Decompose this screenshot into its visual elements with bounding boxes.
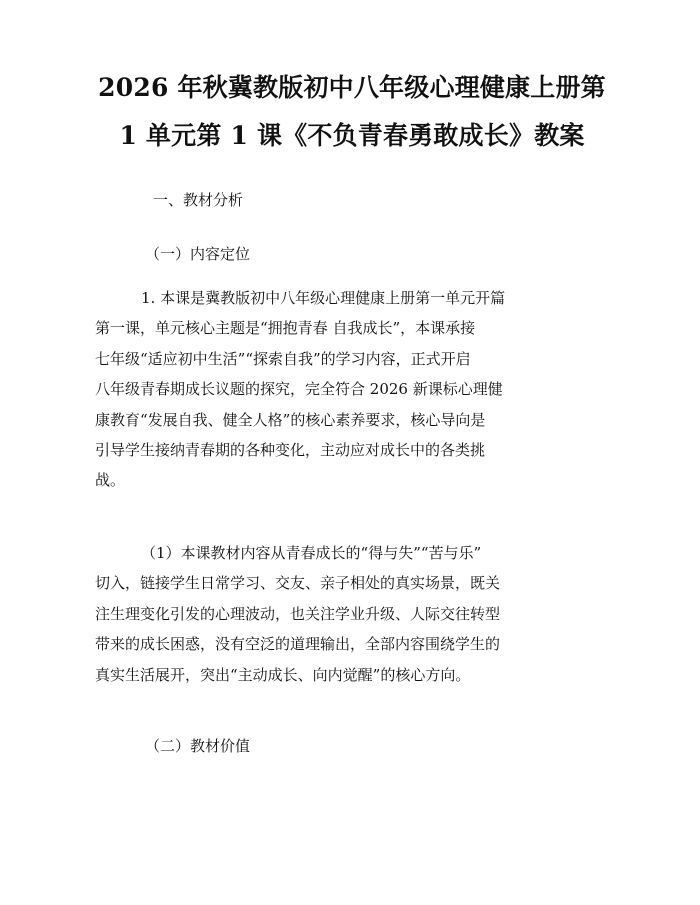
title-line-1: 2026 年秋冀教版初中八年级心理健康上册第 (98, 73, 606, 102)
paragraph-line: 第一课，单元核心主题是“拥抱青春 自我成长”，本课承接 (95, 319, 476, 338)
paragraph-line: 战。 (95, 471, 126, 490)
paragraph-content-entry-point (95, 538, 605, 690)
paragraph-line: 真实生活展开，突出“主动成长、向内觉醒”的核心方向。 (95, 665, 471, 684)
section-heading-teaching-material-analysis: 一、教材分析 (153, 191, 244, 209)
paragraph-line: 1. 本课是冀教版初中八年级心理健康上册第一单元开篇 (141, 289, 506, 307)
paragraph-line: 康教育“发展自我、健全人格”的核心素养要求，核心导向是 (95, 410, 486, 429)
paragraph-line: （1）本课教材内容从青春成长的“得与失”“苦与乐” (141, 544, 482, 562)
subsection-heading-content-positioning: （一）内容定位 (145, 245, 251, 263)
paragraph-line: 七年级“适应初中生活”“探索自我”的学习内容，正式开启 (95, 349, 471, 368)
paragraph-line: 引导学生接纳青春期的各种变化，主动应对成长中的各类挑 (95, 441, 486, 460)
document-title (92, 70, 612, 155)
paragraph-line: 八年级青春期成长议题的探究，完全符合 2026 新课标心理健 (95, 380, 503, 399)
paragraph-line: 带来的成长困惑，没有空泛的道理输出，全部内容围绕学生的 (95, 635, 501, 654)
paragraph-content-positioning (95, 283, 605, 496)
paragraph-line: 切入，链接学生日常学习、交友、亲子相处的真实场景，既关 (95, 574, 501, 593)
paragraph-line: 注生理变化引发的心理波动，也关注学业升级、人际交往转型 (95, 604, 501, 623)
title-line-2: 1 单元第 1 课《不负青春勇敢成长》教案 (119, 121, 585, 151)
subsection-heading-teaching-material-value: （二）教材价值 (145, 737, 251, 755)
